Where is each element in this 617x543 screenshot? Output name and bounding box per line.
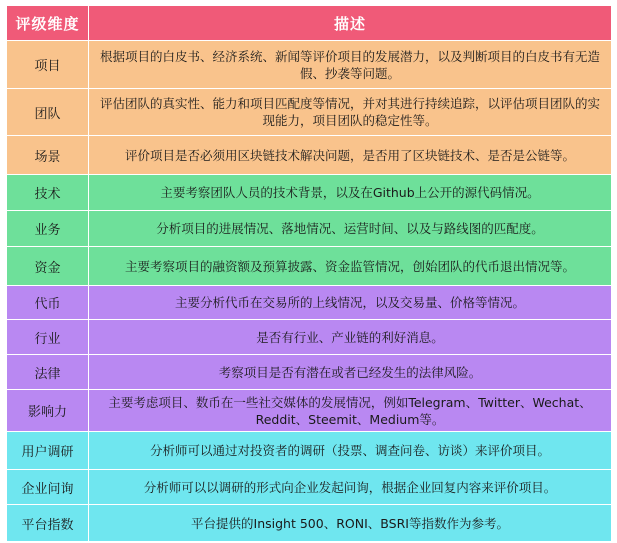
table-row (7, 355, 612, 390)
row-key: 平台指数 (7, 505, 89, 542)
table-row (7, 136, 612, 175)
table-row (7, 211, 612, 247)
table-row (7, 470, 612, 505)
header-description: 描述 (89, 6, 612, 41)
table-row (7, 286, 612, 320)
row-key: 用户调研 (7, 432, 89, 470)
row-description: 分析项目的进展情况、落地情况、运营时间、以及与路线图的匹配度。 (89, 211, 612, 247)
rating-table (6, 5, 612, 542)
table-row (7, 247, 612, 286)
row-description: 平台提供的Insight 500、RONI、BSRI等指数作为参考。 (89, 505, 612, 542)
row-description: 主要分析代币在交易所的上线情况，以及交易量、价格等情况。 (89, 286, 612, 320)
row-description: 分析师可以以调研的形式向企业发起问询，根据企业回复内容来评价项目。 (89, 470, 612, 505)
row-description: 根据项目的白皮书、经济系统、新闻等评价项目的发展潜力，以及判断项目的白皮书有无造假、抄袭等问题。 (89, 41, 612, 89)
row-key: 技术 (7, 175, 89, 211)
row-key: 行业 (7, 320, 89, 355)
table-row (7, 89, 612, 136)
rating-table-container (6, 5, 611, 542)
table-row (7, 175, 612, 211)
row-description: 评价项目是否必须用区块链技术解决问题，是否用了区块链技术、是否是公链等。 (89, 136, 612, 175)
table-row (7, 505, 612, 542)
row-key: 团队 (7, 89, 89, 136)
row-key: 法律 (7, 355, 89, 390)
row-description: 分析师可以通过对投资者的调研（投票、调查问卷、访谈）来评价项目。 (89, 432, 612, 470)
row-description: 是否有行业、产业链的利好消息。 (89, 320, 612, 355)
row-key: 场景 (7, 136, 89, 175)
row-key: 项目 (7, 41, 89, 89)
row-key: 业务 (7, 211, 89, 247)
table-row (7, 390, 612, 432)
row-key: 代币 (7, 286, 89, 320)
row-description: 评估团队的真实性、能力和项目匹配度等情况，并对其进行持续追踪，以评估项目团队的实现能力，项目团队的稳定性等。 (89, 89, 612, 136)
table-row (7, 41, 612, 89)
table-row (7, 320, 612, 355)
row-description: 主要考察项目的融资额及预算披露、资金监管情况，创始团队的代币退出情况等。 (89, 247, 612, 286)
row-key: 资金 (7, 247, 89, 286)
header-dimension: 评级维度 (7, 6, 89, 41)
row-description: 主要考察团队人员的技术背景，以及在Github上公开的源代码情况。 (89, 175, 612, 211)
row-description: 考察项目是否有潜在或者已经发生的法律风险。 (89, 355, 612, 390)
table-row (7, 432, 612, 470)
row-description: 主要考虑项目、数币在一些社交媒体的发展情况，例如Telegram、Twitter、Wechat、Reddit、Steemit、Medium等。 (89, 390, 612, 432)
row-key: 企业问询 (7, 470, 89, 505)
table-header-row (7, 6, 612, 41)
row-key: 影响力 (7, 390, 89, 432)
